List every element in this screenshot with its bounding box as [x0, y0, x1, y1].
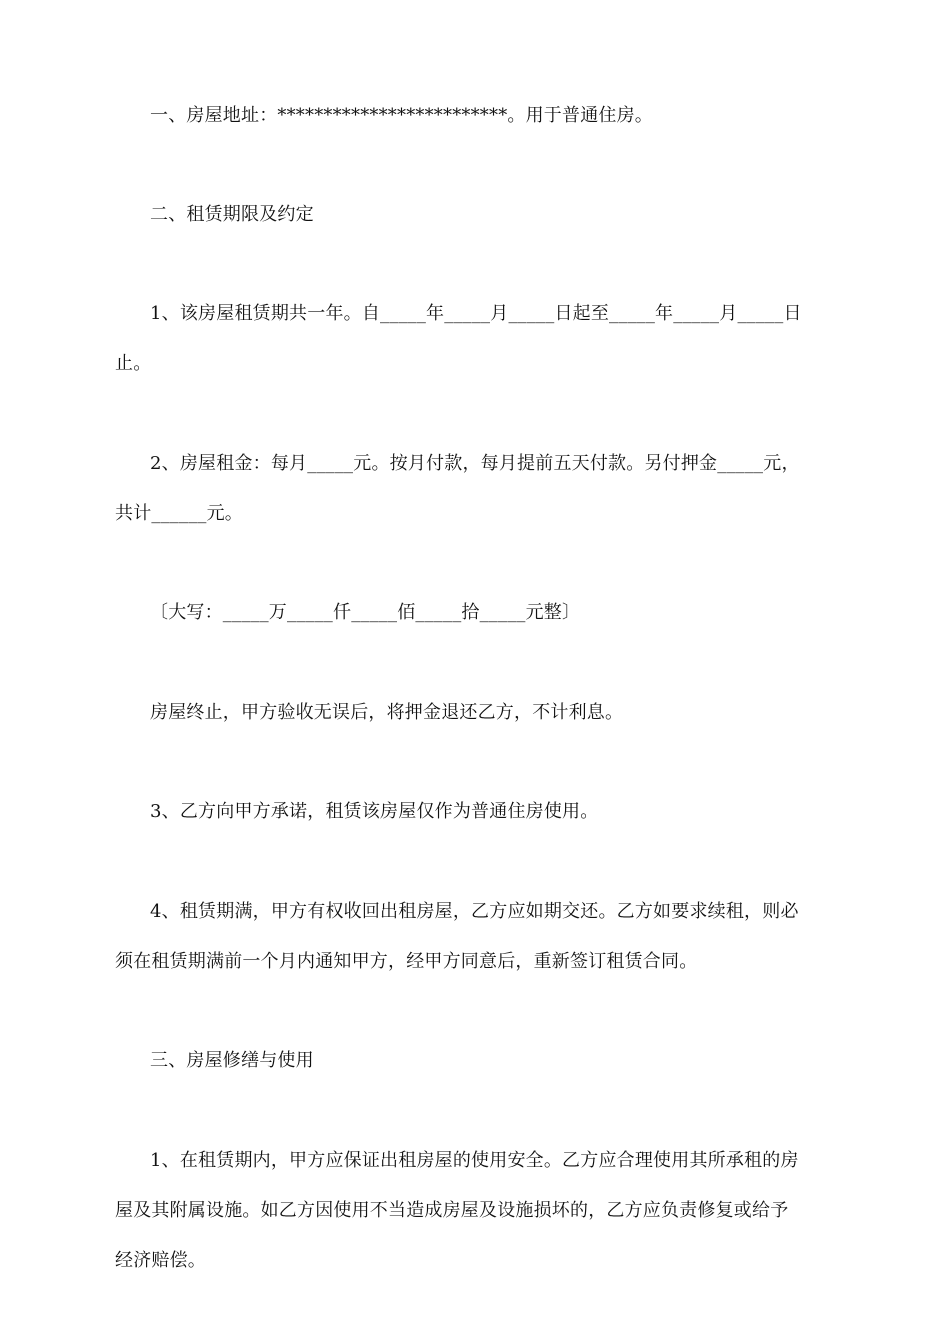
rent-line-1: 2、房屋租金：每月_____元。按月付款，每月提前五天付款。另付押金_____元， [150, 453, 800, 474]
repair-clause-line-3: 经济赔偿。 [115, 1250, 206, 1271]
address-line: 一、房屋地址：*************************。用于普通住房。 [150, 105, 653, 126]
lease-period-line-1: 1、该房屋租赁期共一年。自_____年_____月_____日起至_____年_____月_____日 [150, 303, 802, 324]
section-heading-repair-use: 三、房屋修缮与使用 [150, 1050, 314, 1071]
section-heading-lease-term: 二、租赁期限及约定 [150, 204, 314, 225]
amount-in-words-line: 〔大写：_____万_____仟_____佰_____拾_____元整〕 [150, 602, 581, 623]
renewal-line-2: 须在租赁期满前一个月内通知甲方，经甲方同意后，重新签订租赁合同。 [115, 951, 698, 972]
repair-clause-line-2: 屋及其附属设施。如乙方因使用不当造成房屋及设施损坏的，乙方应负责修复或给予 [115, 1200, 789, 1221]
rent-line-2: 共计______元。 [115, 503, 243, 524]
deposit-return-line: 房屋终止，甲方验收无误后，将押金退还乙方，不计利息。 [150, 702, 624, 723]
lease-period-line-2: 止。 [115, 353, 152, 374]
usage-promise-line: 3、乙方向甲方承诺，租赁该房屋仅作为普通住房使用。 [150, 801, 599, 822]
renewal-line-1: 4、租赁期满，甲方有权收回出租房屋，乙方应如期交还。乙方如要求续租，则必 [150, 901, 799, 922]
repair-clause-line-1: 1、在租赁期内，甲方应保证出租房屋的使用安全。乙方应合理使用其所承租的房 [150, 1150, 799, 1171]
